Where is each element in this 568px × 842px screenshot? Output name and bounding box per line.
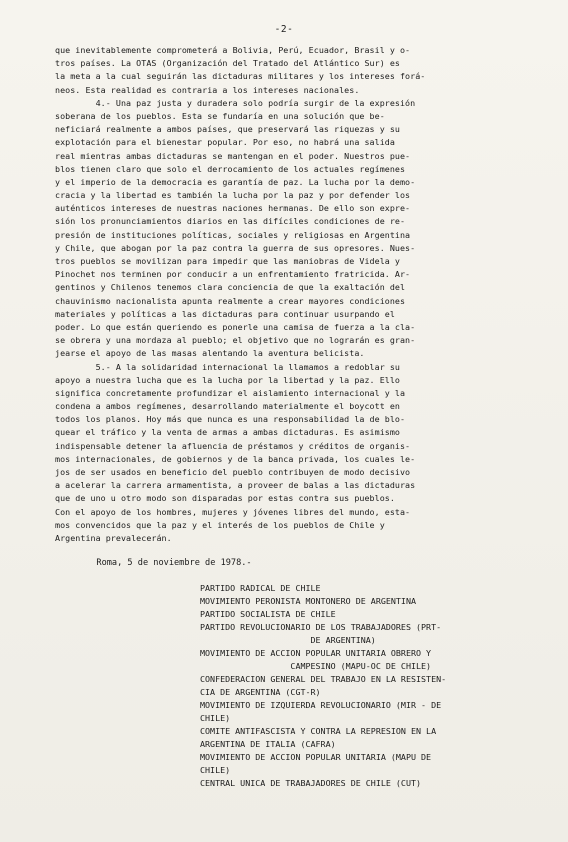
signatory-line: ARGENTINA DE ITALIA (CAFRA): [200, 739, 336, 749]
text-line: tros pueblos se movilizan para impedir que las maniobras de Videla y: [55, 256, 400, 266]
signatory-line: CHILE): [200, 713, 231, 723]
signatory-line: PARTIDO RADICAL DE CHILE: [200, 583, 321, 593]
text-line: la meta a la cual seguirán las dictaduras militares y los intereses forá-: [55, 71, 426, 82]
text-line: auténticos intereses de nuestras naciones hermanas. De ello son expre-: [55, 203, 411, 214]
signatory-line: COMITE ANTIFASCISTA Y CONTRA LA REPRESION EN LA: [200, 726, 437, 736]
text-line: todos los planos. Hoy más que nunca es una responsabilidad la de blo-: [55, 414, 406, 425]
text-line: quear el tráfico y la venta de armas a ambas dictaduras. Es asimismo: [55, 427, 400, 438]
signatory-line: PARTIDO REVOLUCIONARIO DE LOS TRABAJADORES (PRT-: [200, 622, 442, 632]
signatory-line: MOVIMIENTO DE ACCION POPULAR UNITARIA (MAPU DE: [200, 752, 432, 762]
text-line: neficiará realmente a ambos países, que preservará las riquezas y su: [55, 124, 400, 135]
signatory-line: PARTIDO SOCIALISTA DE CHILE: [200, 609, 336, 619]
signatory-line: CAMPESINO (MAPU-OC DE CHILE): [200, 661, 432, 671]
text-line: condena a ambos regímenes, desarrollando materialmente el boycott en: [55, 401, 400, 412]
text-line: se obrera y una mordaza al pueblo; el objetivo que no lograrán es gran-: [55, 335, 416, 346]
text-line: presión de instituciones políticas, sociales y religiosas en Argentina: [55, 229, 411, 240]
text-line: y el imperio de la democracia es garantía de paz. La lucha por la demo-: [55, 176, 416, 187]
text-line: blos tienen claro que solo el derrocamiento de los actuales regímenes: [55, 163, 406, 174]
text-line: indispensable detener la afluencia de préstamos y créditos de organis-: [55, 440, 411, 451]
text-line: que de uno u otro modo son disparadas por estas contra sus pueblos.: [55, 493, 395, 504]
signatory-line: MOVIMIENTO DE ACCION POPULAR UNITARIA OBRERO Y: [200, 648, 432, 658]
text-line: explotación para el bienestar popular. Por eso, no habrá una salida: [55, 137, 395, 148]
text-line: materiales y políticas a las dictaduras para continuar usurpando el: [55, 308, 395, 319]
text-line: y Chile, que abogan por la paz contra la guerra de sus opresores. Nues-: [55, 242, 416, 253]
text-line: mos convencidos que la paz y el interés de los pueblos de Chile y: [55, 519, 385, 530]
text-line: mos internacionales, de gobiernos y de la banca privada, los cuales le-: [55, 453, 416, 464]
signatories-list: [200, 582, 540, 790]
text-line: significa concretamente profundizar el aislamiento internacional y la: [55, 387, 406, 398]
signatory-line: MOVIMIENTO PERONISTA MONTONERO DE ARGENTINA: [200, 596, 417, 606]
text-line: Con el apoyo de los hombres, mujeres y jóvenes libres del mundo, esta-: [55, 506, 411, 517]
text-line: neos. Esta realidad es contraria a los intereses nacionales.: [55, 84, 360, 95]
text-line: gentinos y Chilenos tenemos clara conciencia de que la exaltación del: [55, 282, 406, 293]
signatory-line: CIA DE ARGENTINA (CGT-R): [200, 687, 321, 697]
signatory-line: DE ARGENTINA): [200, 635, 376, 645]
text-line: real mientras ambas dictaduras se mantengan en el poder. Nuestros pue-: [55, 150, 411, 161]
text-line: 4.- Una paz justa y duradera solo podría surgir de la expresión: [55, 97, 416, 108]
text-line: jearse el apoyo de las masas alentando la aventura belicista.: [55, 348, 365, 359]
date-line: Roma, 5 de noviembre de 1978.-: [55, 558, 252, 568]
text-line: a acelerar la carrera armamentista, a proveer de balas a las dictaduras: [55, 480, 416, 491]
body-text: [55, 44, 523, 545]
text-line: soberana de los pueblos. Esta se fundaría en una solución que be-: [55, 110, 385, 121]
signatory-line: MOVIMIENTO DE IZQUIERDA REVOLUCIONARIO (MIR - DE: [200, 700, 442, 710]
text-line: 5.- A la solidaridad internacional la llamamos a redoblar su: [55, 361, 400, 372]
text-line: apoyo a nuestra lucha que es la lucha por la libertad y la paz. Ello: [55, 374, 400, 385]
text-line: Argentina prevalecerán.: [55, 532, 172, 543]
text-line: que inevitablemente comprometerá a Bolivia, Perú, Ecuador, Brasil y o-: [55, 45, 411, 55]
text-line: Pinochet nos terminen por conducir a un enfrentamiento fratricida. Ar-: [55, 269, 411, 280]
text-line: cracia y la libertad es también la lucha por la paz y por defender los: [55, 190, 411, 201]
text-line: jos de ser usados en beneficio del pueblo contribuyen de modo decisivo: [55, 467, 411, 477]
signatory-line: CHILE): [200, 765, 231, 775]
signatory-line: CONFEDERACION GENERAL DEL TRABAJO EN LA RESISTEN-: [200, 674, 447, 684]
page-number: -2-: [274, 24, 294, 35]
text-line: poder. Lo que están queriendo es ponerle una camisa de fuerza a la cla-: [55, 321, 416, 332]
signatory-line: CENTRAL UNICA DE TRABAJADORES DE CHILE (CUT): [200, 778, 422, 788]
text-line: tros países. La OTAS (Organización del Tratado del Atlántico Sur) es: [55, 58, 400, 69]
text-line: sión los pronunciamientos diarios en las difíciles condiciones de re-: [55, 216, 406, 227]
text-line: chauvinismo nacionalista apunta realmente a crear mayores condiciones: [55, 295, 406, 306]
